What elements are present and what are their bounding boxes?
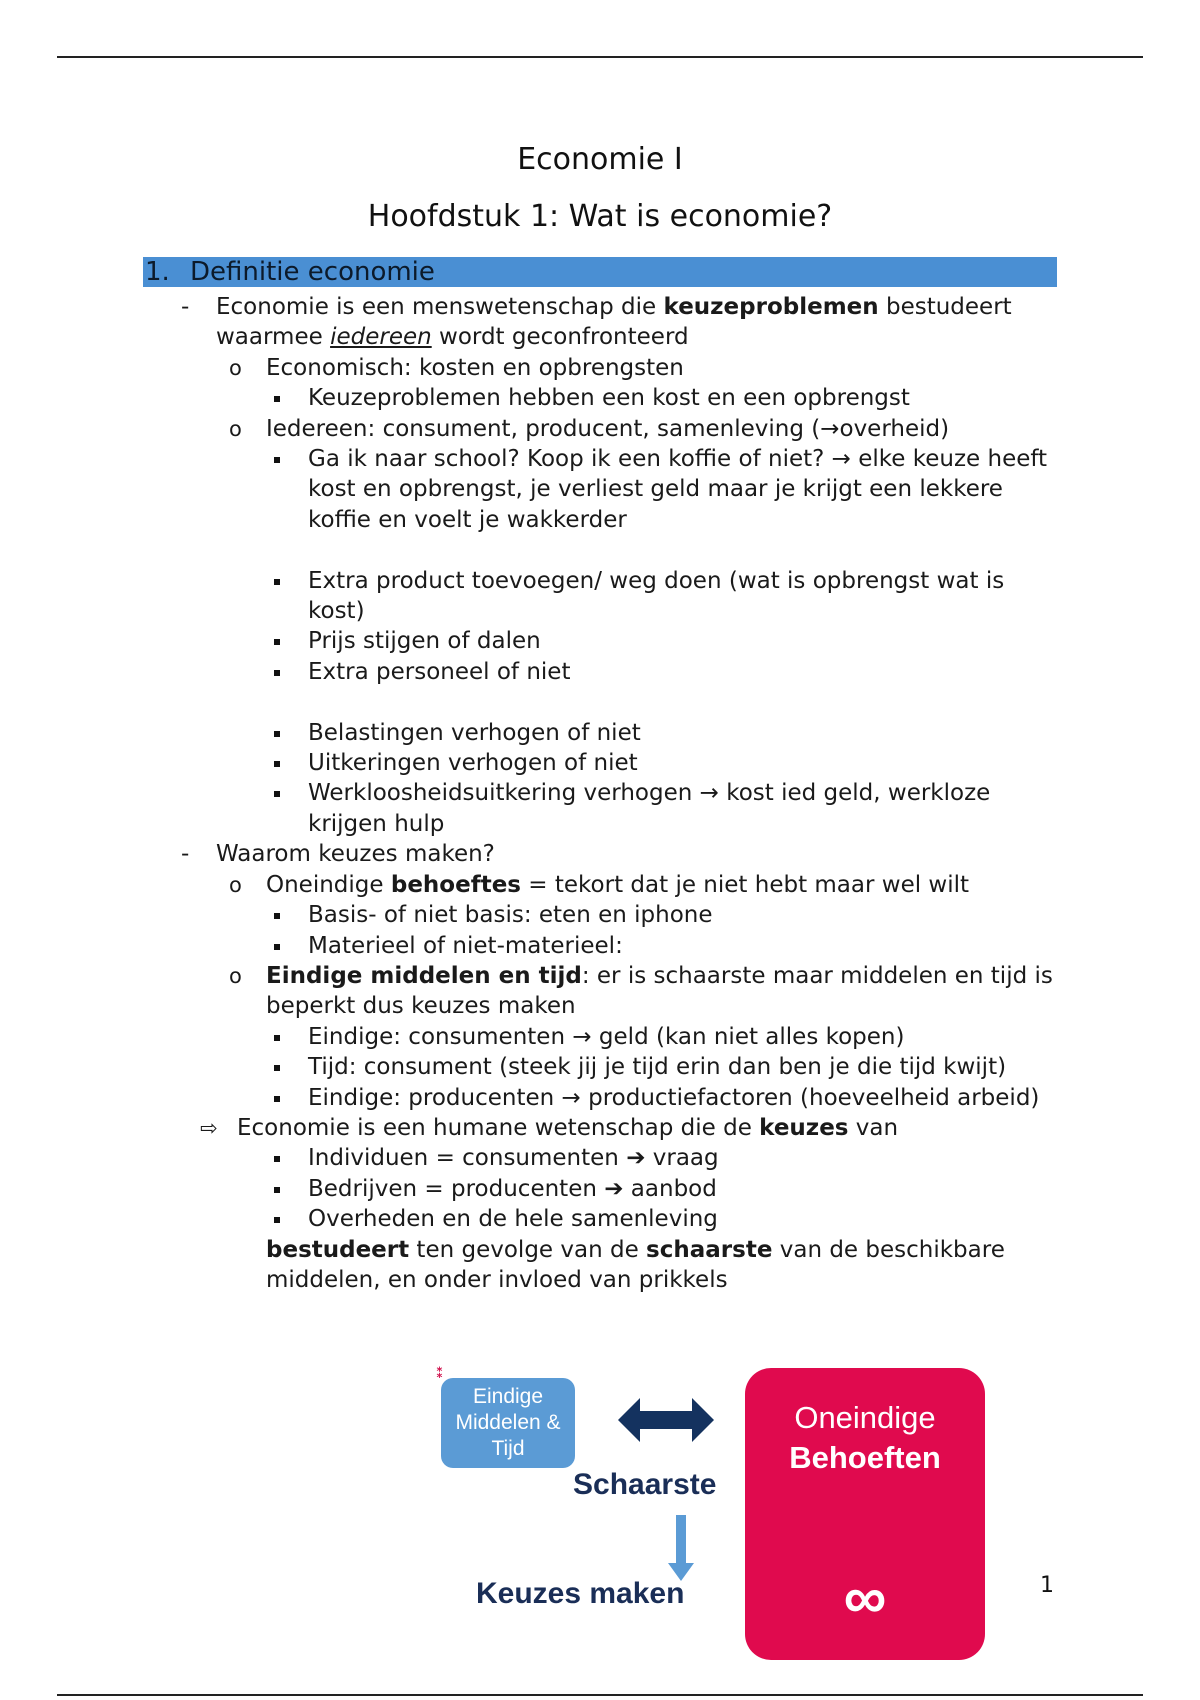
list-item: Bedrijven = producenten ➔ aanbod <box>0 1174 1200 1204</box>
list-item: Ga ik naar school? Koop ik een koffie of niet? → elke keuze heeft kost en opbrengst, je verliest geld maar je krijgt een lekkere koffie en voelt je wakkerder <box>0 444 1200 535</box>
double-arrow-icon <box>618 1395 714 1445</box>
down-arrow-icon <box>668 1515 694 1581</box>
list-item: - Waarom keuzes maken? <box>0 839 1200 869</box>
square-bullet-icon <box>274 639 280 645</box>
square-bullet-icon <box>274 1187 280 1193</box>
infinity-icon: ∞ <box>843 1564 887 1631</box>
finite-means-line: Tijd <box>491 1437 525 1460</box>
section-title: Definitie economie <box>190 257 435 287</box>
list-item: Extra product toevoegen/ weg doen (wat is opbrengst wat is kost) <box>0 566 1200 627</box>
list-item: Tijd: consument (steek jij je tijd erin dan ben je die tijd kwijt) <box>0 1052 1200 1082</box>
bottom-rule <box>57 1694 1143 1696</box>
list-item: Uitkeringen verhogen of niet <box>0 748 1200 778</box>
square-bullet-icon <box>274 913 280 919</box>
square-bullet-icon <box>274 579 280 585</box>
square-bullet-icon <box>274 944 280 950</box>
square-bullet-icon <box>274 1065 280 1071</box>
square-bullet-icon <box>274 731 280 737</box>
finite-means-line: Middelen & <box>455 1411 561 1434</box>
square-bullet-icon <box>274 457 280 463</box>
square-bullet-icon <box>274 1156 280 1162</box>
square-bullet-icon <box>274 1035 280 1041</box>
scarcity-label: Schaarste <box>573 1468 717 1501</box>
circle-marker: o <box>229 872 242 897</box>
infinite-needs-line1: Oneindige <box>794 1400 936 1435</box>
dash-marker: - <box>181 294 190 320</box>
square-bullet-icon <box>274 761 280 767</box>
list-item: Overheden en de hele samenleving <box>0 1204 1200 1234</box>
square-bullet-icon <box>274 396 280 402</box>
square-bullet-icon <box>274 791 280 797</box>
document-title: Economie I <box>517 142 683 177</box>
infinite-needs-box <box>745 1368 985 1660</box>
scarcity-diagram <box>430 1360 1000 1660</box>
list-item: o Economisch: kosten en opbrengsten <box>0 353 1200 383</box>
paragraph: bestudeert ten gevolge van de schaarste van de beschikbare middelen, en onder invloed van prikkels <box>266 1236 1005 1293</box>
body-text <box>0 292 1200 1295</box>
list-item: Werkloosheidsuitkering verhogen → kost ied geld, werkloze krijgen hulp <box>0 778 1200 839</box>
list-item: o Eindige middelen en tijd: er is schaarste maar middelen en tijd is beperkt dus keuzes maken <box>229 962 1053 1020</box>
top-rule <box>57 56 1143 58</box>
list-item: Prijs stijgen of dalen <box>0 626 1200 656</box>
list-item: Keuzeproblemen hebben een kost en een opbrengst <box>0 383 1200 413</box>
list-item: Materieel of niet-materieel: <box>0 931 1200 961</box>
circle-marker: o <box>229 416 242 441</box>
dash-marker: - <box>181 841 190 868</box>
list-item: Basis- of niet basis: eten en iphone <box>0 900 1200 930</box>
finite-means-line: Eindige <box>472 1385 544 1408</box>
square-bullet-icon <box>274 670 280 676</box>
list-item: Belastingen verhogen of niet <box>0 718 1200 748</box>
page-number: 1 <box>1040 1573 1054 1598</box>
list-item: o Oneindige behoeftes = tekort dat je niet hebt maar wel wilt <box>0 870 1200 900</box>
list-item: - Economie is een menswetenschap die keuzeproblemen bestudeert waarmee iedereen wordt geconfronteerd <box>181 294 1012 351</box>
logo-mark-icon: ⁑ <box>436 1366 444 1382</box>
list-item: Eindige: consumenten → geld (kan niet alles kopen) <box>0 1022 1200 1052</box>
circle-marker: o <box>229 963 242 988</box>
section-number: 1. <box>145 257 170 287</box>
list-item: o Iedereen: consument, producent, samenleving (→overheid) <box>0 414 1200 444</box>
list-item: Individuen = consumenten ➔ vraag <box>0 1143 1200 1173</box>
infinite-needs-line2: Behoeften <box>789 1440 941 1475</box>
finite-means-box <box>441 1378 575 1468</box>
choices-label: Keuzes maken <box>476 1577 685 1610</box>
chapter-title: Hoofdstuk 1: Wat is economie? <box>367 199 833 234</box>
section-heading <box>143 257 1057 287</box>
circle-marker: o <box>229 355 242 380</box>
square-bullet-icon <box>274 1217 280 1223</box>
square-bullet-icon <box>274 1096 280 1102</box>
list-item: Eindige: producenten → productiefactoren (hoeveelheid arbeid) <box>0 1083 1200 1113</box>
arrow-marker-icon: ⇨ <box>200 1115 218 1140</box>
list-item: Extra personeel of niet <box>0 657 1200 687</box>
list-item: ⇨ Economie is een humane wetenschap die de keuzes van <box>0 1113 1200 1143</box>
